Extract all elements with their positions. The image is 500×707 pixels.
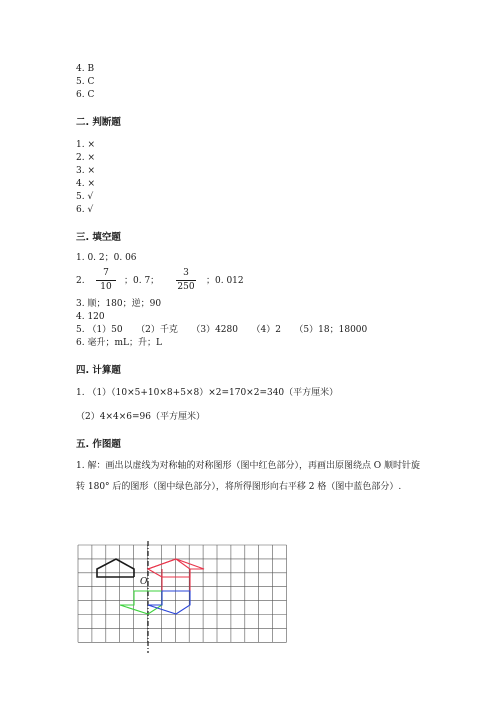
fraction-denominator: 250 <box>177 282 195 292</box>
point-o-label: O <box>140 577 148 587</box>
calc-answer-1: 1. （1）（10×5+10×8+5×8）×2=170×2=340（平方厘米） <box>76 388 339 398</box>
judge-answer-6: 6. √ <box>76 205 94 215</box>
choice-answer-6: 6. C <box>76 90 95 100</box>
choice-answer-5: 5. C <box>76 77 95 87</box>
section-draw-title: 五. 作图题 <box>76 439 121 450</box>
section-calc-title: 四. 计算题 <box>76 365 121 376</box>
judge-answer-4: 4. × <box>76 179 95 189</box>
draw-explanation: 1. 解：画出以虚线为对称轴的对称图形（图中红色部分），再画出原图绕点 O 顺时针旋转 180° 后的图形（图中绿色部分），将所得图形向右平移 2 格（图中蓝色部分）. <box>76 461 421 492</box>
calc-answer-2: （2）4×4×6=96（平方厘米） <box>76 412 205 422</box>
rotated-house-shape <box>120 591 162 614</box>
original-house-shape <box>97 559 134 577</box>
fill-answer-2-suffix: ；0. 012 <box>206 276 244 286</box>
judge-answer-2: 2. × <box>76 153 95 163</box>
fraction-numerator: 3 <box>183 268 189 278</box>
choice-answer-4: 4. B <box>76 64 95 74</box>
fill-answer-4: 4. 120 <box>76 312 105 322</box>
section-judge-title: 二. 判断题 <box>76 117 121 128</box>
reflected-house-outline <box>148 559 204 591</box>
fill-answer-6: 6. 毫升；mL；升；L <box>76 338 162 348</box>
fill-answer-5: 5. （1）50 （2）千克 （3）4280 （4）2 （5）18；18000 <box>76 325 368 335</box>
judge-answer-3: 3. × <box>76 166 95 176</box>
fill-answer-1: 1. 0. 2；0. 06 <box>76 253 137 263</box>
section-fill-title: 三. 填空题 <box>76 232 121 243</box>
fill-answer-2-prefix: 2. <box>76 276 85 286</box>
fraction-denominator: 10 <box>100 282 112 292</box>
grid-lines <box>78 545 287 642</box>
judge-answer-1: 1. × <box>76 140 95 150</box>
fill-answer-3: 3. 顺；180；逆；90 <box>76 299 162 309</box>
fraction-numerator: 7 <box>103 268 109 278</box>
judge-answer-5: 5. √ <box>76 192 94 202</box>
fill-answer-2-mid: ；0. 7； <box>124 276 160 286</box>
